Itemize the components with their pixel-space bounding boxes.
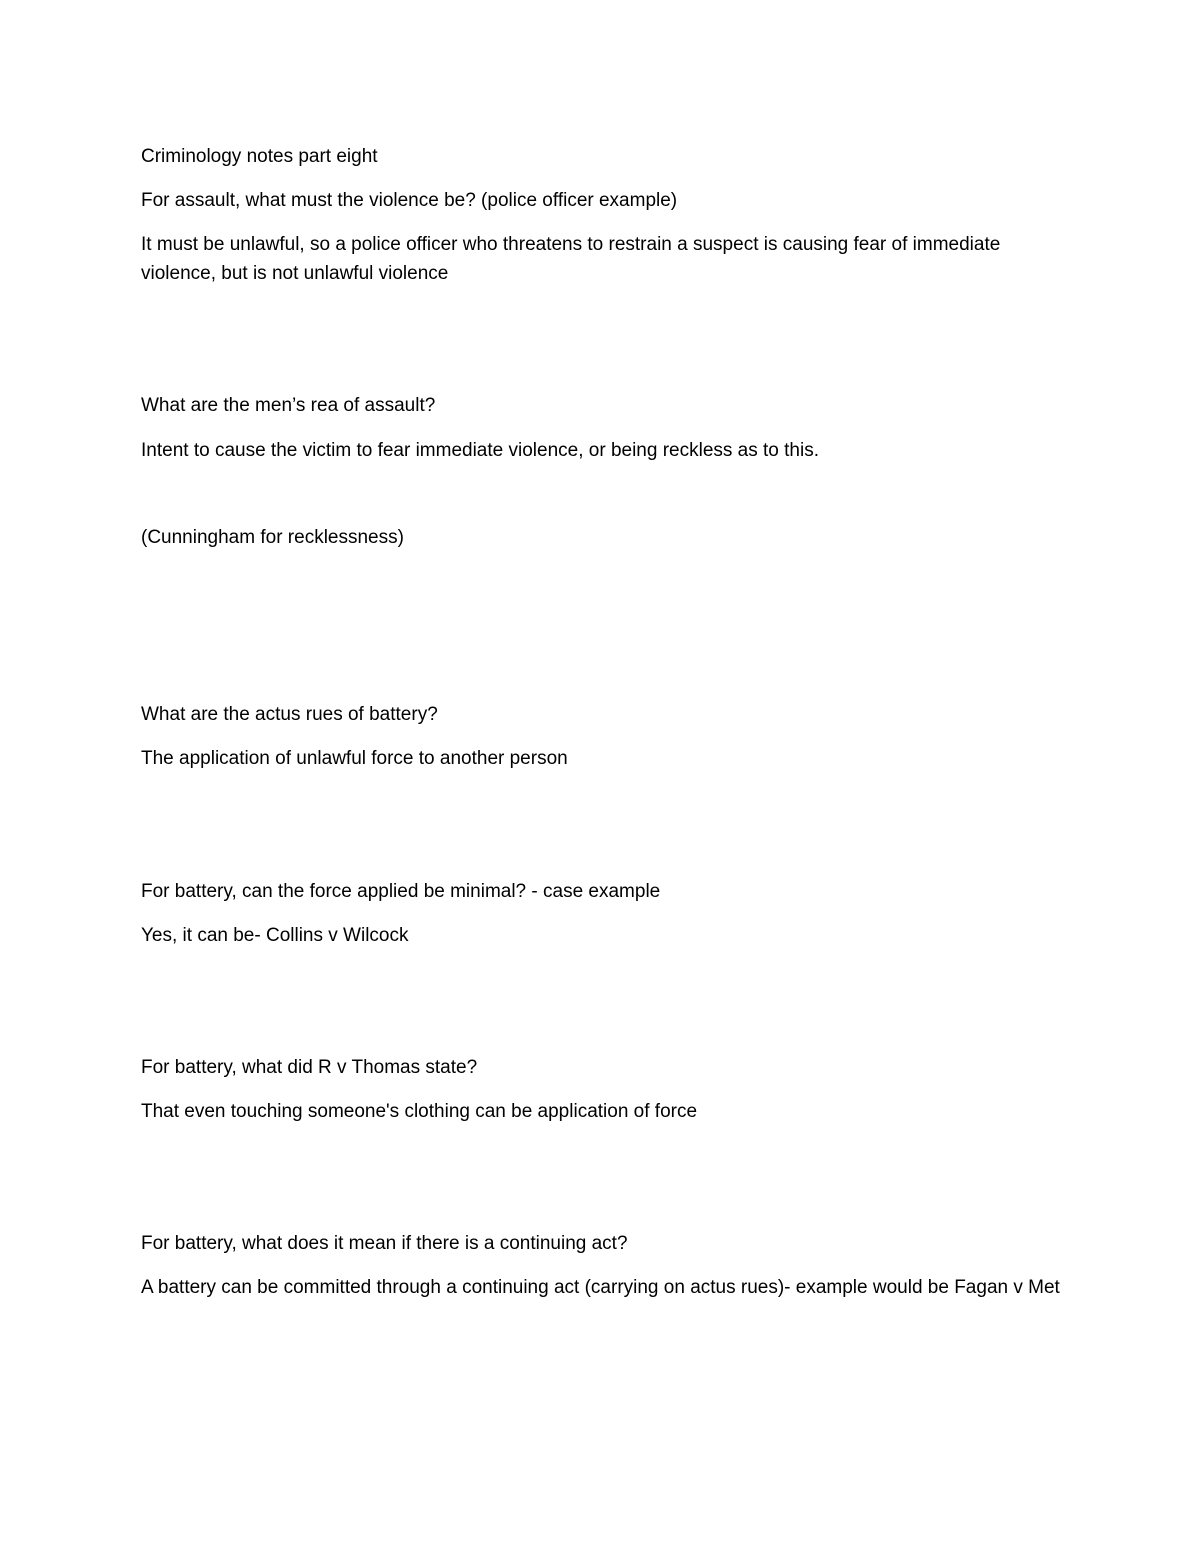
question-actus-reus-battery: What are the actus rues of battery? (141, 704, 438, 725)
question-assault-violence: For assault, what must the violence be? (police officer example) (141, 190, 678, 211)
answer-continuing-act: A battery can be committed through a continuing act (carrying on actus rues)- example would be Fagan v Met (141, 1277, 1060, 1298)
answer-minimal-force: Yes, it can be- Collins v Wilcock (141, 925, 409, 946)
answer-actus-reus-battery: The application of unlawful force to another person (141, 748, 568, 769)
answer-mens-rea-assault: Intent to cause the victim to fear immediate violence, or being reckless as to this. (141, 440, 819, 461)
question-continuing-act: For battery, what does it mean if there is a continuing act? (141, 1233, 628, 1254)
question-mens-rea-assault: What are the men’s rea of assault? (141, 395, 436, 416)
document-title: Criminology notes part eight (141, 146, 378, 167)
question-r-v-thomas: For battery, what did R v Thomas state? (141, 1057, 478, 1078)
answer-assault-violence: It must be unlawful, so a police officer who threatens to restrain a suspect is causing fear of immediate violence, but is not unlawful violence (141, 234, 1001, 284)
note-cunningham: (Cunningham for recklessness) (141, 527, 404, 548)
answer-r-v-thomas: That even touching someone's clothing can be application of force (141, 1101, 698, 1122)
question-minimal-force: For battery, can the force applied be minimal? - case example (141, 881, 661, 902)
